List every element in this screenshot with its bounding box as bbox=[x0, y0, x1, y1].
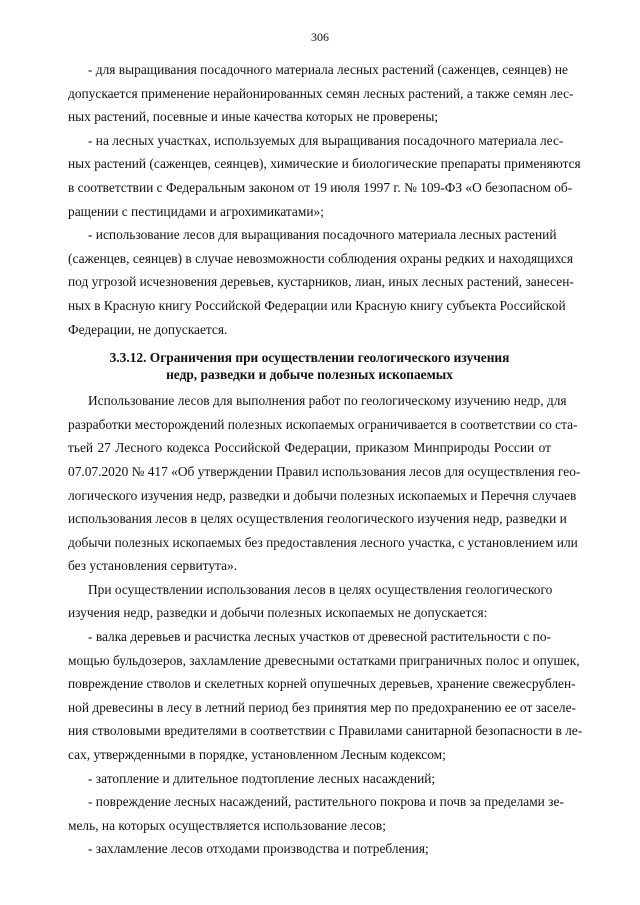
text-line: ных в Красную книгу Российской Федерации или Красную книгу субъекта Российской bbox=[68, 297, 566, 313]
text-line: использования лесов в целях осуществления геологического изучения недр, разведки и bbox=[68, 511, 567, 527]
text-line: ных растений, посевные и иные качества которых не проверены; bbox=[68, 109, 439, 125]
text-line: изучения недр, разведки и добычи полезных ископаемых не допускается: bbox=[68, 605, 488, 621]
paragraph bbox=[68, 58, 574, 129]
text-line: - для выращивания посадочного материала лесных растений (саженцев, сеянцев) не bbox=[88, 62, 568, 77]
text-line: разработки месторождений полезных ископаемых ограничивается в соответствии со ста- bbox=[68, 416, 578, 432]
text-line: под угрозой исчезновения деревьев, кустарников, лиан, иных лесных растений, занесен- bbox=[68, 274, 574, 290]
section-heading-line: 3.3.12. Ограничения при осуществлении геологического изучения bbox=[109, 350, 510, 366]
text-line: (саженцев, сеянцев) в случае невозможности соблюдения охраны редких и находящихся bbox=[68, 250, 574, 266]
text-line: добычи полезных ископаемых без предоставления лесного участка, с установлением или bbox=[68, 534, 578, 550]
text-line: - захламление лесов отходами производства и потребления; bbox=[88, 841, 429, 857]
body-text bbox=[68, 58, 583, 861]
text-line: Федерации, не допускается. bbox=[68, 321, 228, 337]
section-heading-line: недр, разведки и добыче полезных ископаемых bbox=[166, 367, 453, 383]
text-line: ния стволовыми вредителями в соответствии с Правилами санитарной безопасности в ле- bbox=[68, 723, 583, 739]
text-line: логического изучения недр, разведки и добычи полезных ископаемых и Перечня случаев bbox=[68, 487, 577, 503]
text-line: ных растений (саженцев, сеянцев), химические и биологические препараты применяются bbox=[68, 156, 581, 172]
text-line: - повреждение лесных насаждений, растительного покрова и почв за пределами зе- bbox=[88, 794, 564, 810]
text-line: Использование лесов для выполнения работ по геологическому изучению недр, для bbox=[88, 393, 567, 409]
text-line: ной древесины в лесу в летний период без принятия мер по предохранению ее от заселе- bbox=[68, 699, 577, 715]
text-line: При осуществлении использования лесов в целях осуществления геологического bbox=[88, 581, 553, 597]
page-number: 306 bbox=[311, 30, 329, 44]
text-line: тьей 27 Лесного кодекса Российской Федерации, приказом Минприроды России от bbox=[68, 440, 551, 456]
text-line: ращении с пестицидами и агрохимикатами»; bbox=[68, 203, 324, 219]
paragraph bbox=[68, 578, 551, 625]
section-heading bbox=[68, 349, 551, 383]
paragraph bbox=[68, 389, 581, 578]
paragraph bbox=[68, 223, 574, 341]
text-line: сах, утвержденными в порядке, установленном Лесным кодексом; bbox=[68, 747, 446, 763]
text-line: мель, на которых осуществляется использование лесов; bbox=[68, 817, 386, 833]
text-line: без установления сервитута». bbox=[68, 558, 238, 574]
text-line: - на лесных участках, используемых для выращивания посадочного материала лес- bbox=[88, 132, 564, 148]
text-line: допускается применение нерайонированных семян лесных растений, а также семян лес- bbox=[68, 85, 574, 101]
text-line: в соответствии с Федеральным законом от 19 июля 1997 г. № 109-ФЗ «О безопасном об- bbox=[68, 179, 573, 195]
text-line: 07.07.2020 № 417 «Об утверждении Правил использования лесов для осуществления гео- bbox=[68, 463, 581, 479]
paragraph bbox=[68, 790, 564, 837]
paragraphs-before bbox=[68, 58, 581, 341]
text-line: - затопление и длительное подтопление лесных насаждений; bbox=[88, 770, 436, 786]
paragraph bbox=[68, 625, 583, 767]
text-line: - валка деревьев и расчистка лесных участков от древесной растительности с по- bbox=[88, 629, 551, 645]
text-line: - использование лесов для выращивания посадочного материала лесных растений bbox=[88, 227, 557, 243]
text-line: повреждение стволов и скелетных корней опушечных деревьев, хранение свежесрублен- bbox=[68, 676, 576, 692]
paragraph bbox=[68, 129, 581, 223]
paragraph bbox=[68, 767, 551, 791]
paragraphs-after bbox=[68, 389, 583, 861]
paragraph bbox=[68, 837, 551, 861]
text-line: мощью бульдозеров, захламление древесными остатками приграничных полос и опушек, bbox=[68, 652, 580, 668]
